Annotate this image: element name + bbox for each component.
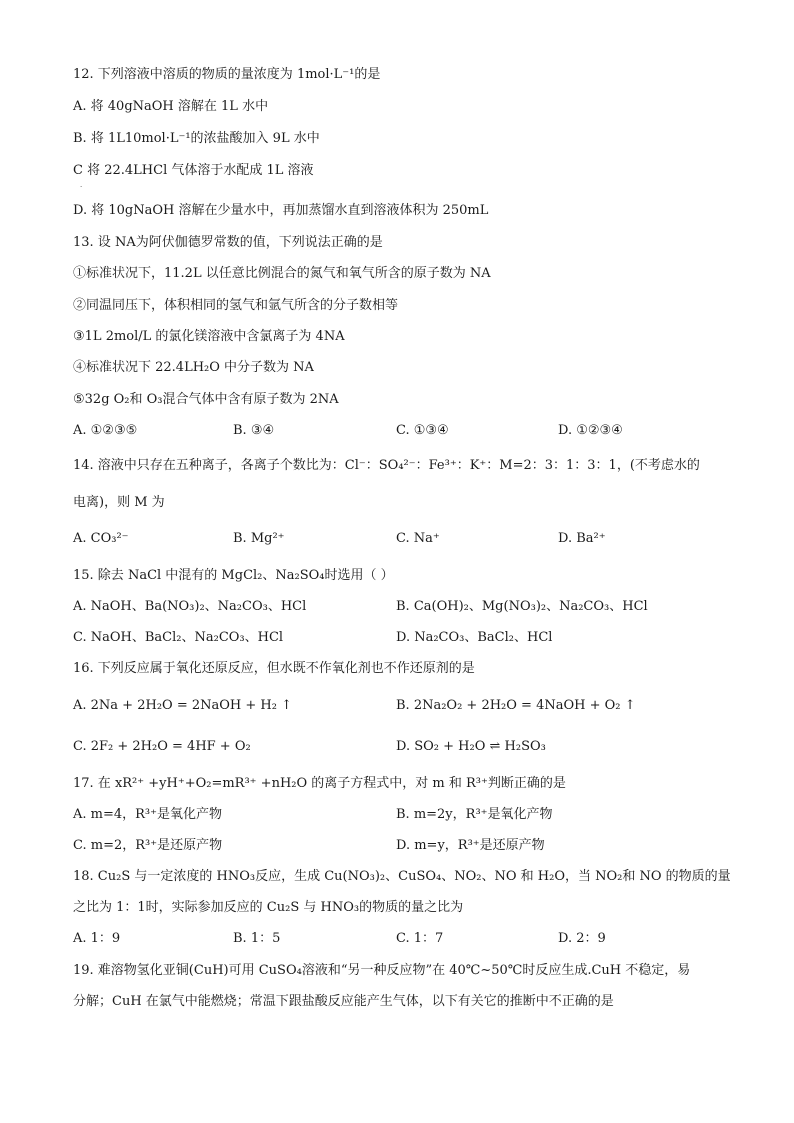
q13-statement-4: ④标准状况下 22.4LH₂O 中分子数为 NA [73,360,314,375]
q16-option-b: B. 2Na₂O₂ + 2H₂O = 4NaOH + O₂ ↑ [396,698,636,713]
q18-option-d: D. 2：9 [558,931,606,946]
q15-option-a: A. NaOH、Ba(NO₃)₂、Na₂CO₃、HCl [73,599,307,614]
q18-option-a: A. 1：9 [73,931,121,946]
q13-option-c: C. ①③④ [396,423,449,438]
q14-stem-line-1: 14. 溶液中只存在五种离子，各离子个数比为：Cl⁻：SO₄²⁻：Fe³⁺：K⁺：M=2：3：1：3：1，(不考虑水的 [73,458,700,473]
q17-option-a: A. m=4，R³⁺是氧化产物 [73,807,223,822]
q13-option-d: D. ①②③④ [558,423,623,438]
q16-option-c: C. 2F₂ + 2H₂O = 4HF + O₂ [73,739,251,754]
q15-option-b: B. Ca(OH)₂、Mg(NO₃)₂、Na₂CO₃、HCl [396,599,648,614]
q15-stem: 15. 除去 NaCl 中混有的 MgCl₂、Na₂SO₄时选用（ ） [73,568,394,583]
q14-option-d: D. Ba²⁺ [558,531,606,546]
stray-dot: · [80,183,83,191]
q14-option-b: B. Mg²⁺ [233,531,285,546]
q13-statement-1: ①标准状况下，11.2L 以任意比例混合的氮气和氧气所含的原子数为 NA [73,266,491,281]
q17-option-b: B. m=2y，R³⁺是氧化产物 [396,807,553,822]
q12-option-c: C 将 22.4LHCl 气体溶于水配成 1L 溶液 [73,163,314,178]
q12-option-a: A. 将 40gNaOH 溶解在 1L 水中 [73,99,269,114]
q15-option-d: D. Na₂CO₃、BaCl₂、HCl [396,630,553,645]
q12-option-d: D. 将 10gNaOH 溶解在少量水中，再加蒸馏水直到溶液体积为 250mL [73,203,489,218]
q16-stem: 16. 下列反应属于氧化还原反应，但水既不作氧化剂也不作还原剂的是 [73,661,475,676]
q13-option-b: B. ③④ [233,423,275,438]
q18-option-c: C. 1：7 [396,931,444,946]
q18-stem-line-1: 18. Cu₂S 与一定浓度的 HNO₃反应，生成 Cu(NO₃)₂、CuSO₄、NO₂、NO 和 H₂O，当 NO₂和 NO 的物质的量 [73,869,731,884]
q14-option-c: C. Na⁺ [396,531,440,546]
q17-stem: 17. 在 xR²⁺ +yH⁺+O₂=mR³⁺ +nH₂O 的离子方程式中，对 m 和 R³⁺判断正确的是 [73,776,566,791]
q18-option-b: B. 1：5 [233,931,281,946]
q19-stem-line-1: 19. 难溶物氢化亚铜(CuH)可用 CuSO₄溶液和“另一种反应物”在 40℃~50℃时反应生成.CuH 不稳定，易 [73,963,691,978]
q12-option-b: B. 将 1L10mol·L⁻¹的浓盐酸加入 9L 水中 [73,131,320,146]
q19-stem-line-2: 分解；CuH 在氯气中能燃烧；常温下跟盐酸反应能产生气体，以下有关它的推断中不正确的是 [73,994,614,1009]
q17-option-c: C. m=2，R³⁺是还原产物 [73,838,223,853]
q14-stem-line-2: 电离)，则 M 为 [73,495,165,510]
q12-stem: 12. 下列溶液中溶质的物质的量浓度为 1mol·L⁻¹的是 [73,67,381,82]
q17-option-d: D. m=y，R³⁺是还原产物 [396,838,545,853]
q13-statement-5: ⑤32g O₂和 O₃混合气体中含有原子数为 2NA [73,392,339,407]
q13-stem: 13. 设 NA为阿伏伽德罗常数的值，下列说法正确的是 [73,235,383,250]
q16-option-a: A. 2Na + 2H₂O = 2NaOH + H₂ ↑ [73,698,292,713]
q13-statement-3: ③1L 2mol/L 的氯化镁溶液中含氯离子为 4NA [73,329,345,344]
q13-statement-2: ②同温同压下，体积相同的氢气和氩气所含的分子数相等 [73,298,399,313]
q13-option-a: A. ①②③⑤ [73,423,138,438]
q14-option-a: A. CO₃²⁻ [73,531,129,546]
q16-option-d: D. SO₂ + H₂O ⇌ H₂SO₃ [396,739,546,754]
q15-option-c: C. NaOH、BaCl₂、Na₂CO₃、HCl [73,630,284,645]
q18-stem-line-2: 之比为 1：1时，实际参加反应的 Cu₂S 与 HNO₃的物质的量之比为 [73,900,464,915]
